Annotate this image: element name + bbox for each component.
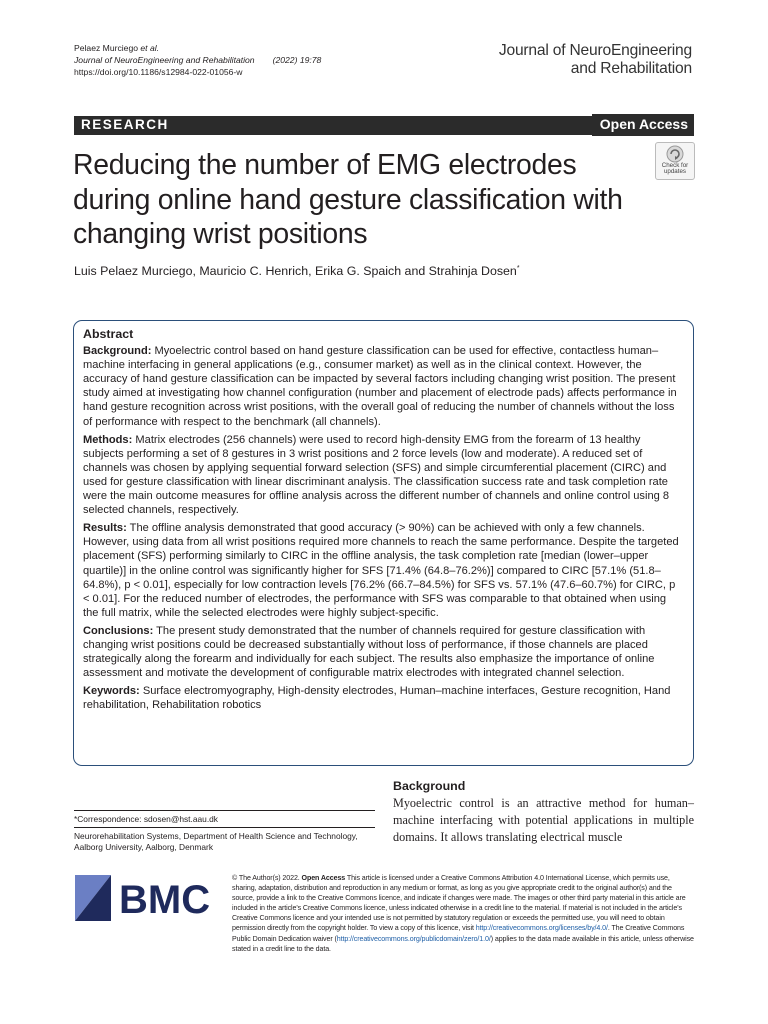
- corresponding-mark: *: [516, 264, 520, 272]
- author-list: [74, 264, 520, 278]
- check-for-updates-button[interactable]: [655, 142, 695, 180]
- article-title: Reducing the number of EMG electrodes during online hand gesture classification with changing wrist positions: [73, 149, 623, 250]
- check-updates-line2: updates: [663, 168, 687, 176]
- license-text-3: ) applies to the data made available in this article, unless otherwise stated in a credit line to the data.: [232, 934, 694, 953]
- correspondence-note: *Correspondence: sdosen@hst.aau.dk: [74, 810, 375, 825]
- background-label: Background:: [83, 345, 152, 358]
- section-label: RESEARCH: [81, 117, 169, 132]
- bmc-logo: [75, 873, 215, 923]
- abstract-box: [73, 320, 694, 766]
- conclusions-label: Conclusions:: [83, 624, 154, 637]
- bmc-logo-icon: [75, 873, 215, 923]
- methods-label: Methods:: [83, 433, 133, 446]
- keywords-label: Keywords:: [83, 685, 140, 698]
- conclusions-text: The present study demonstrated that the number of channels required for gesture classification with changing wrist positions could be decreased substantially without loss of performance, if those channels are placed strategically along the forearm and individually for each subject. The results also emphasize the importance of online assessment and motivate the development of configurable matrix electrodes with integrated channel selection.: [83, 624, 655, 680]
- check-updates-line1: Check for: [661, 162, 689, 169]
- journal-name-line2: and Rehabilitation: [570, 60, 692, 77]
- bmc-logo-text: BMC: [119, 878, 211, 922]
- affiliation-note: Neurorehabilitation Systems, Department of Health Science and Technology, Aalborg University, Aalborg, Denmark: [74, 827, 375, 853]
- body-section-heading: Background: [393, 779, 466, 793]
- abstract-heading: Abstract: [83, 327, 134, 341]
- citation-header: [74, 42, 321, 79]
- check-updates-icon: [666, 145, 684, 163]
- header-journal: Journal of NeuroEngineering and Rehabilitation: [74, 55, 255, 66]
- methods-text: Matrix electrodes (256 channels) were used to record high-density EMG from the forearm of 13 healthy subjects performing a set of 8 gestures in 3 wrist positions and 2 force levels (low and moderate). A reduced set of channels was chosen by applying sequential forward selection (SFS) and simple circumferential placement (CIRC) and used for gesture classification with linear discriminant analysis. The classification success rate and task completion rate were the main outcome measures for offline analysis across the different number of channels and online control using 8 selected channels, respectively.: [83, 433, 670, 517]
- background-text: Myoelectric control based on hand gesture classification can be used for effective, contactless human–machine interfacing in general applications (e.g., consumer market) as well as in the clinical context. However, the accuracy of hand gesture classification can be impacted by several factors including changing wrist position. The present study aimed at investigating how channel configuration (number and placement of electrode pads) affects performance in hand gesture recognition across wrist positions, with the overall goal of reducing the number of channels without the loss of performance with respect to the benchmark (all channels).: [83, 345, 677, 428]
- abstract-results: [83, 521, 684, 620]
- license-statement: [232, 873, 694, 954]
- license-prefix: © The Author(s) 2022.: [232, 874, 300, 882]
- open-access-badge: Open Access: [592, 114, 694, 136]
- header-year-volume: (2022) 19:78: [272, 55, 322, 66]
- header-authors: Pelaez Murciego: [74, 43, 139, 53]
- abstract-conclusions: [83, 624, 684, 680]
- header-doi[interactable]: https://doi.org/10.1186/s12984-022-01056-w: [74, 67, 243, 78]
- license-open-access: Open Access: [301, 874, 346, 882]
- header-et-al: et al.: [140, 43, 160, 53]
- journal-name: [499, 42, 692, 78]
- license-link-cc-by[interactable]: http://creativecommons.org/licenses/by/4.0/: [475, 924, 608, 933]
- license-text-2: . The Creative Commons Public Domain Dedication waiver (: [232, 924, 685, 943]
- results-label: Results:: [83, 522, 127, 535]
- license-text-1: This article is licensed under a Creative Commons Attribution 4.0 International License, which permits use, sharing, adaptation, distribution and reproduction in any medium or format, as long as you give appropriate credit to the original author(s) and the source, provide a link to the Creative Commons licence, and indicate if changes were made. The images or other third party material in this article are included in the article's Creative Commons licence, unless indicated otherwise in a credit line to the material. If material is not included in the article's Creative Commons licence and your intended use is not permitted by statutory regulation or exceeds the permitted use, you will need to obtain permission directly from the copyright holder. To view a copy of this licence, visit: [232, 874, 686, 933]
- author-names: Luis Pelaez Murciego, Mauricio C. Henrich, Erika G. Spaich and Strahinja Dosen: [74, 264, 517, 278]
- body-paragraph: Myoelectric control is an attractive method for human–machine interfacing with potential applications in multiple domains. It allows translating electrical muscle: [393, 796, 694, 845]
- abstract-keywords: [83, 684, 684, 712]
- license-link-cc-zero[interactable]: http://creativecommons.org/publicdomain/zero/1.0/: [336, 934, 491, 943]
- results-text: The offline analysis demonstrated that good accuracy (> 90%) can be achieved with only a few channels. However, using data from all wrist positions required more channels to reach the same performance. Despite the targeted placement (SFS) performing similarly to CIRC in the offline analysis, the task completion rate [median (lower–upper quartile)] in the online control was significantly higher for SFS [71.4% (64.8–76.2%)] compared to CIRC [57.1% (51.8–64.8%), p < 0.01], especially for low contraction levels [76.2% (66.7–84.5%) for SFS vs. 57.1% (47.6–60.7%) for CIRC, p < 0.01]. For the reduced number of electrodes, the performance with SFS was comparable to that obtained when using the full matrix, while the selected electrodes were highly subject-specific.: [83, 522, 679, 619]
- journal-name-line1: Journal of NeuroEngineering: [498, 42, 692, 59]
- abstract-methods: [83, 433, 684, 518]
- abstract-background: [83, 344, 684, 429]
- keywords-text: Surface electromyography, High-density electrodes, Human–machine interfaces, Gesture recognition, Hand rehabilitation, Rehabilitation robotics: [83, 685, 671, 712]
